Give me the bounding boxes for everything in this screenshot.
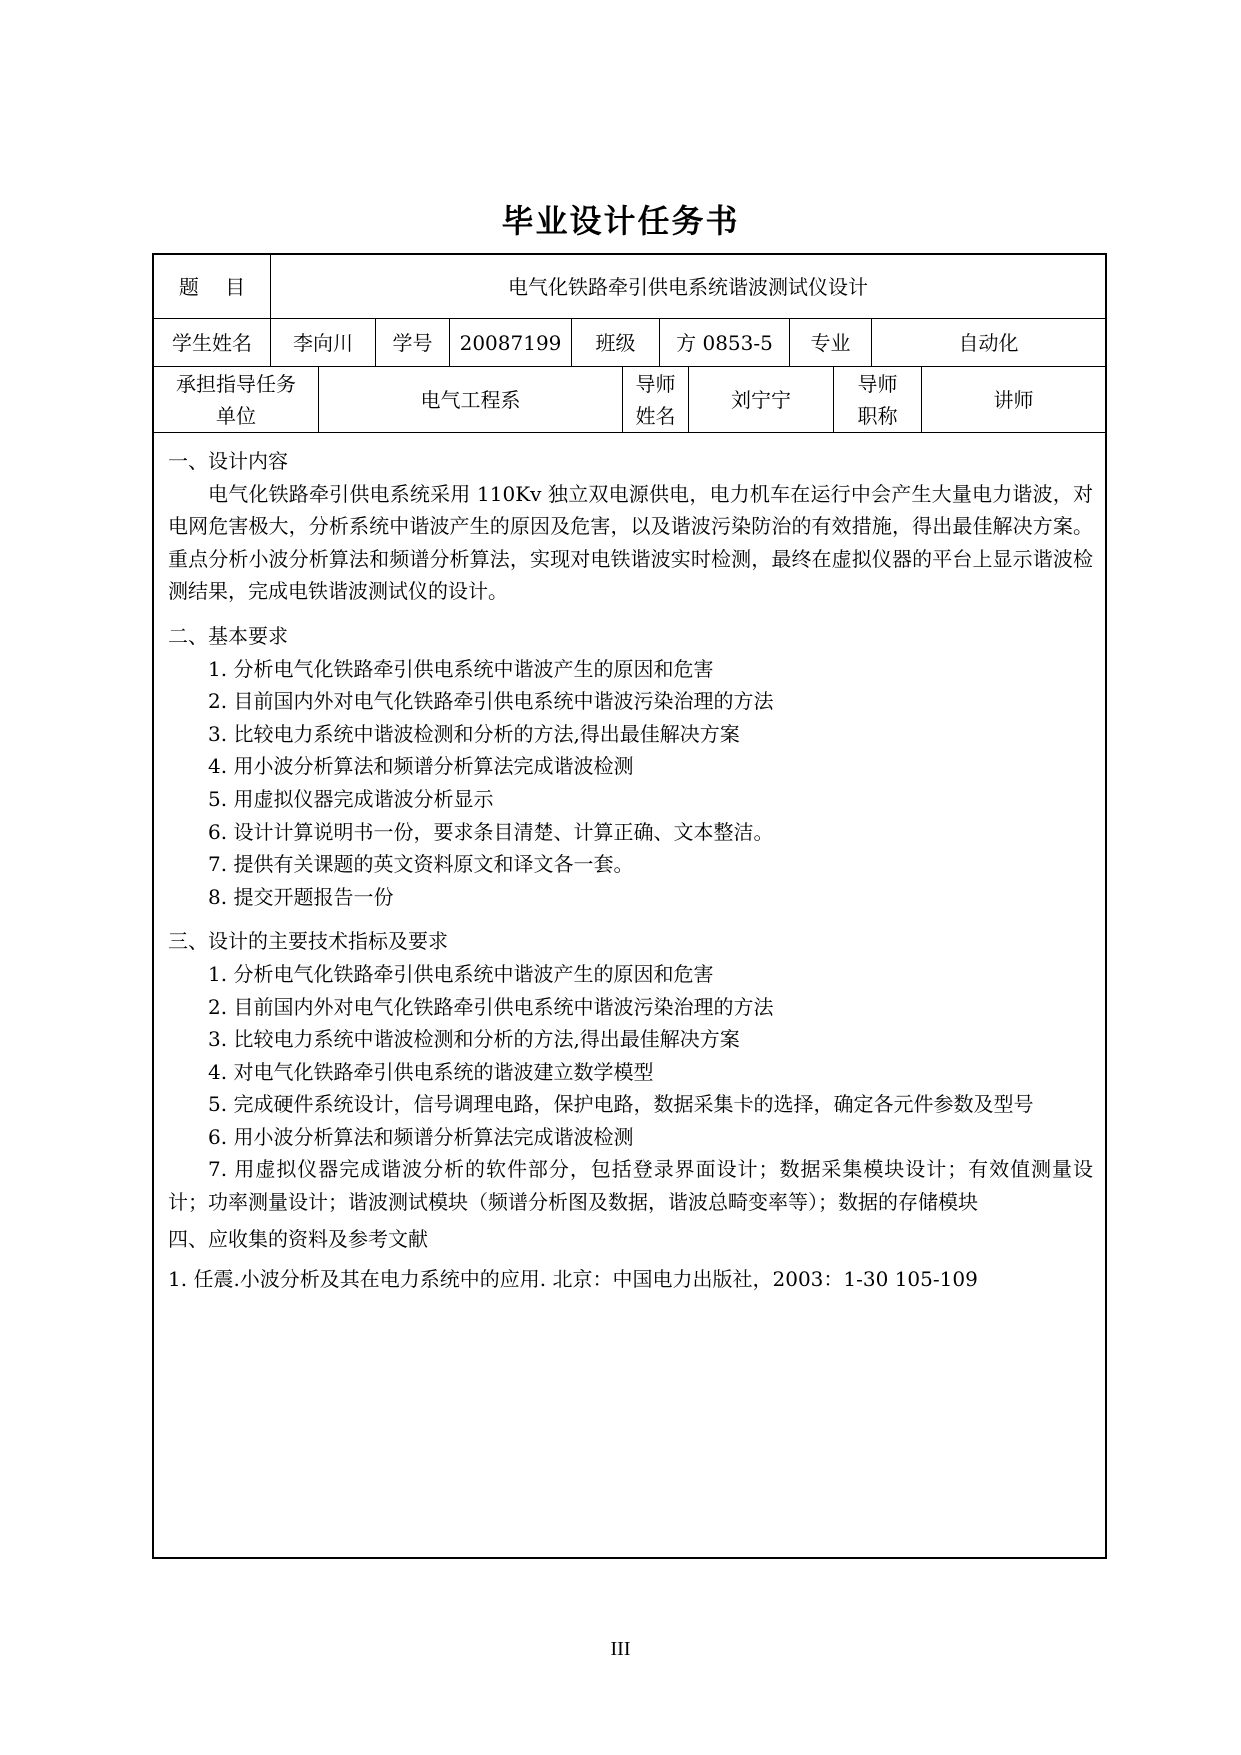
advisor-row <box>154 367 1105 433</box>
page-title: 毕业设计任务书 <box>501 202 740 240</box>
list-item: 6. 设计计算说明书一份，要求条目清楚、计算正确、文本整洁。 <box>208 819 774 844</box>
section-1-heading: 一、设计内容 <box>168 449 288 473</box>
unit-value: 电气工程系 <box>319 367 623 432</box>
student-name-label: 学生姓名 <box>154 319 271 366</box>
task-table <box>152 253 1107 1559</box>
list-item: 4. 用小波分析算法和频谱分析算法完成谐波检测 <box>208 754 634 779</box>
major-value: 自动化 <box>958 330 1019 355</box>
list-item: 2. 目前国内外对电气化铁路牵引供电系统中谐波污染治理的方法 <box>208 689 774 714</box>
class-label: 班级 <box>572 319 660 366</box>
student-row <box>154 319 1105 367</box>
list-item: 6. 用小波分析算法和频谱分析算法完成谐波检测 <box>208 1124 634 1149</box>
list-item: 1. 分析电气化铁路牵引供电系统中谐波产生的原因和危害 <box>208 961 714 986</box>
class-value: 方 0853-5 <box>660 319 790 366</box>
topic-label: 题 目 <box>154 255 271 318</box>
list-item: 8. 提交开题报告一份 <box>208 884 394 909</box>
list-item: 3. 比较电力系统中谐波检测和分析的方法,得出最佳解决方案 <box>208 721 740 746</box>
advisor-title-label: 导师职称 <box>834 367 922 432</box>
task-content <box>168 445 1093 1296</box>
topic-row <box>154 255 1105 319</box>
list-item: 3. 比较电力系统中谐波检测和分析的方法,得出最佳解决方案 <box>208 1027 740 1052</box>
section-1-text: 电气化铁路牵引供电系统采用 110Kv 独立双电源供电，电力机车在运行中会产生大量电力谐波，对电网危害极大，分析系统中谐波产生的原因及危害，以及谐波污染防治的有效措施，得出最佳解决方案。重点分析小波分析算法和频谱分析算法，实现对电铁谐波实时检测，最终在虚拟仪器的平台上显示谐波检测结果，完成电铁谐波测试仪的设计。 <box>168 481 1093 604</box>
list-item: 5. 完成硬件系统设计，信号调理电路，保护电路，数据采集卡的选择，确定各元件参数及型号 <box>208 1092 1034 1117</box>
list-item: 7. 提供有关课题的英文资料原文和译文各一套。 <box>208 852 634 877</box>
major-label: 专业 <box>790 319 872 366</box>
advisor-name-label: 导师姓名 <box>623 367 689 432</box>
section-4-heading: 四、应收集的资料及参考文献 <box>168 1226 428 1251</box>
student-name: 李向川 <box>271 319 376 366</box>
student-id-label: 学号 <box>376 319 450 366</box>
student-id: 20087199 <box>450 319 572 366</box>
section-2-heading: 二、基本要求 <box>168 623 288 648</box>
topic-value: 电气化铁路牵引供电系统谐波测试仪设计 <box>508 274 868 299</box>
page-number: III <box>610 1638 631 1660</box>
reference-item: 1. 任震.小波分析及其在电力系统中的应用. 北京：中国电力出版社，2003：1-30 105-109 <box>168 1267 978 1292</box>
list-item: 5. 用虚拟仪器完成谐波分析显示 <box>208 786 494 811</box>
unit-label: 承担指导任务单位 <box>154 367 319 432</box>
advisor-name: 刘宁宁 <box>689 367 834 432</box>
advisor-title: 讲师 <box>993 387 1034 412</box>
list-item: 1. 分析电气化铁路牵引供电系统中谐波产生的原因和危害 <box>208 656 714 681</box>
list-item: 7. 用虚拟仪器完成谐波分析的软件部分，包括登录界面设计；数据采集模块设计；有效值测量设计；功率测量设计；谐波测试模块（频谱分析图及数据，谐波总畸变率等）；数据的存储模块 <box>168 1157 1093 1215</box>
section-3-heading: 三、设计的主要技术指标及要求 <box>168 929 448 954</box>
list-item: 2. 目前国内外对电气化铁路牵引供电系统中谐波污染治理的方法 <box>208 994 774 1019</box>
list-item: 4. 对电气化铁路牵引供电系统的谐波建立数学模型 <box>208 1059 654 1084</box>
